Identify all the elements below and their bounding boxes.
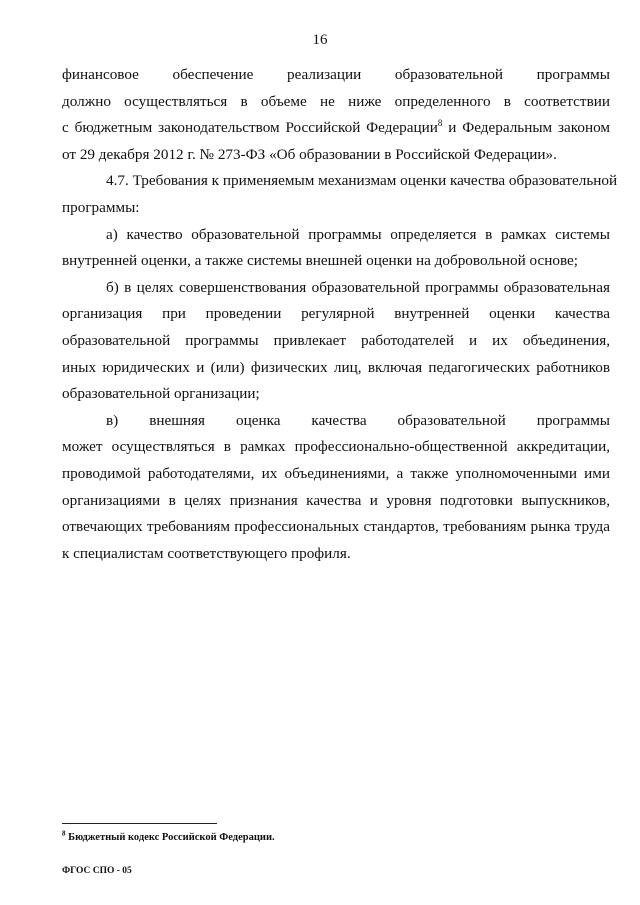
paragraph-financing: [62, 62, 610, 168]
text-line: иных юридических и (или) физических лиц, включая педагогических работников: [62, 358, 610, 376]
text-line: а) качество образовательной программы определяется в рамках системы: [106, 225, 610, 243]
text-line: может осуществляться в рамках профессионально-общественной аккредитации,: [62, 438, 610, 456]
text-line: проводимой работодателями, их объединениями, а также уполномоченными ими: [62, 464, 610, 482]
text-line: [62, 115, 610, 142]
text-fragment: и Федеральным законом: [442, 119, 610, 137]
text-line: внутренней оценки, а также системы внешней оценки на добровольной основе;: [62, 252, 578, 270]
text-line: программы:: [62, 198, 140, 216]
paragraph-item-a: [62, 222, 610, 275]
text-line: от 29 декабря 2012 г. № 273-ФЗ «Об образовании в Российской Федерации».: [62, 145, 557, 163]
text-fragment: с бюджетным законодательством Российской Федерации: [62, 119, 438, 137]
text-line: должно осуществляться в объеме не ниже определенного в соответствии: [62, 92, 610, 110]
footnote-marker: 8: [62, 829, 66, 838]
paragraph-4-7-cont: [62, 195, 610, 222]
paragraph-item-v: [62, 408, 610, 568]
text-line: б) в целях совершенствования образовательной программы образовательная: [106, 278, 610, 296]
text-line: отвечающих требованиям профессиональных стандартов, требованиям рынка труда: [62, 518, 610, 536]
page-number: 16: [312, 32, 328, 48]
footnote-text: Бюджетный кодекс Российской Федерации.: [65, 832, 275, 843]
footnote-divider: [62, 823, 217, 824]
text-line: образовательной организации;: [62, 385, 260, 403]
paragraph-item-b: [62, 275, 610, 408]
text-line: образовательной программы привлекает работодателей и их объединения,: [62, 331, 610, 349]
footnote: [62, 829, 275, 843]
text-line: к специалистам соответствующего профиля.: [62, 544, 351, 562]
document-code: ФГОС СПО - 05: [62, 866, 132, 876]
text-line: организациями в целях признания качества и уровня подготовки выпускников,: [62, 491, 610, 509]
document-body: [62, 62, 618, 567]
paragraph-4-7: [62, 168, 618, 195]
text-line: организация при проведении регулярной внутренней оценки качества: [62, 305, 610, 323]
text-line: в) внешняя оценка качества образовательной программы: [106, 411, 610, 429]
footnote-reference[interactable]: 8: [437, 118, 443, 129]
text-line: 4.7. Требования к применяемым механизмам оценки качества образовательной: [106, 172, 618, 190]
text-line: финансовое обеспечение реализации образовательной программы: [62, 66, 610, 83]
